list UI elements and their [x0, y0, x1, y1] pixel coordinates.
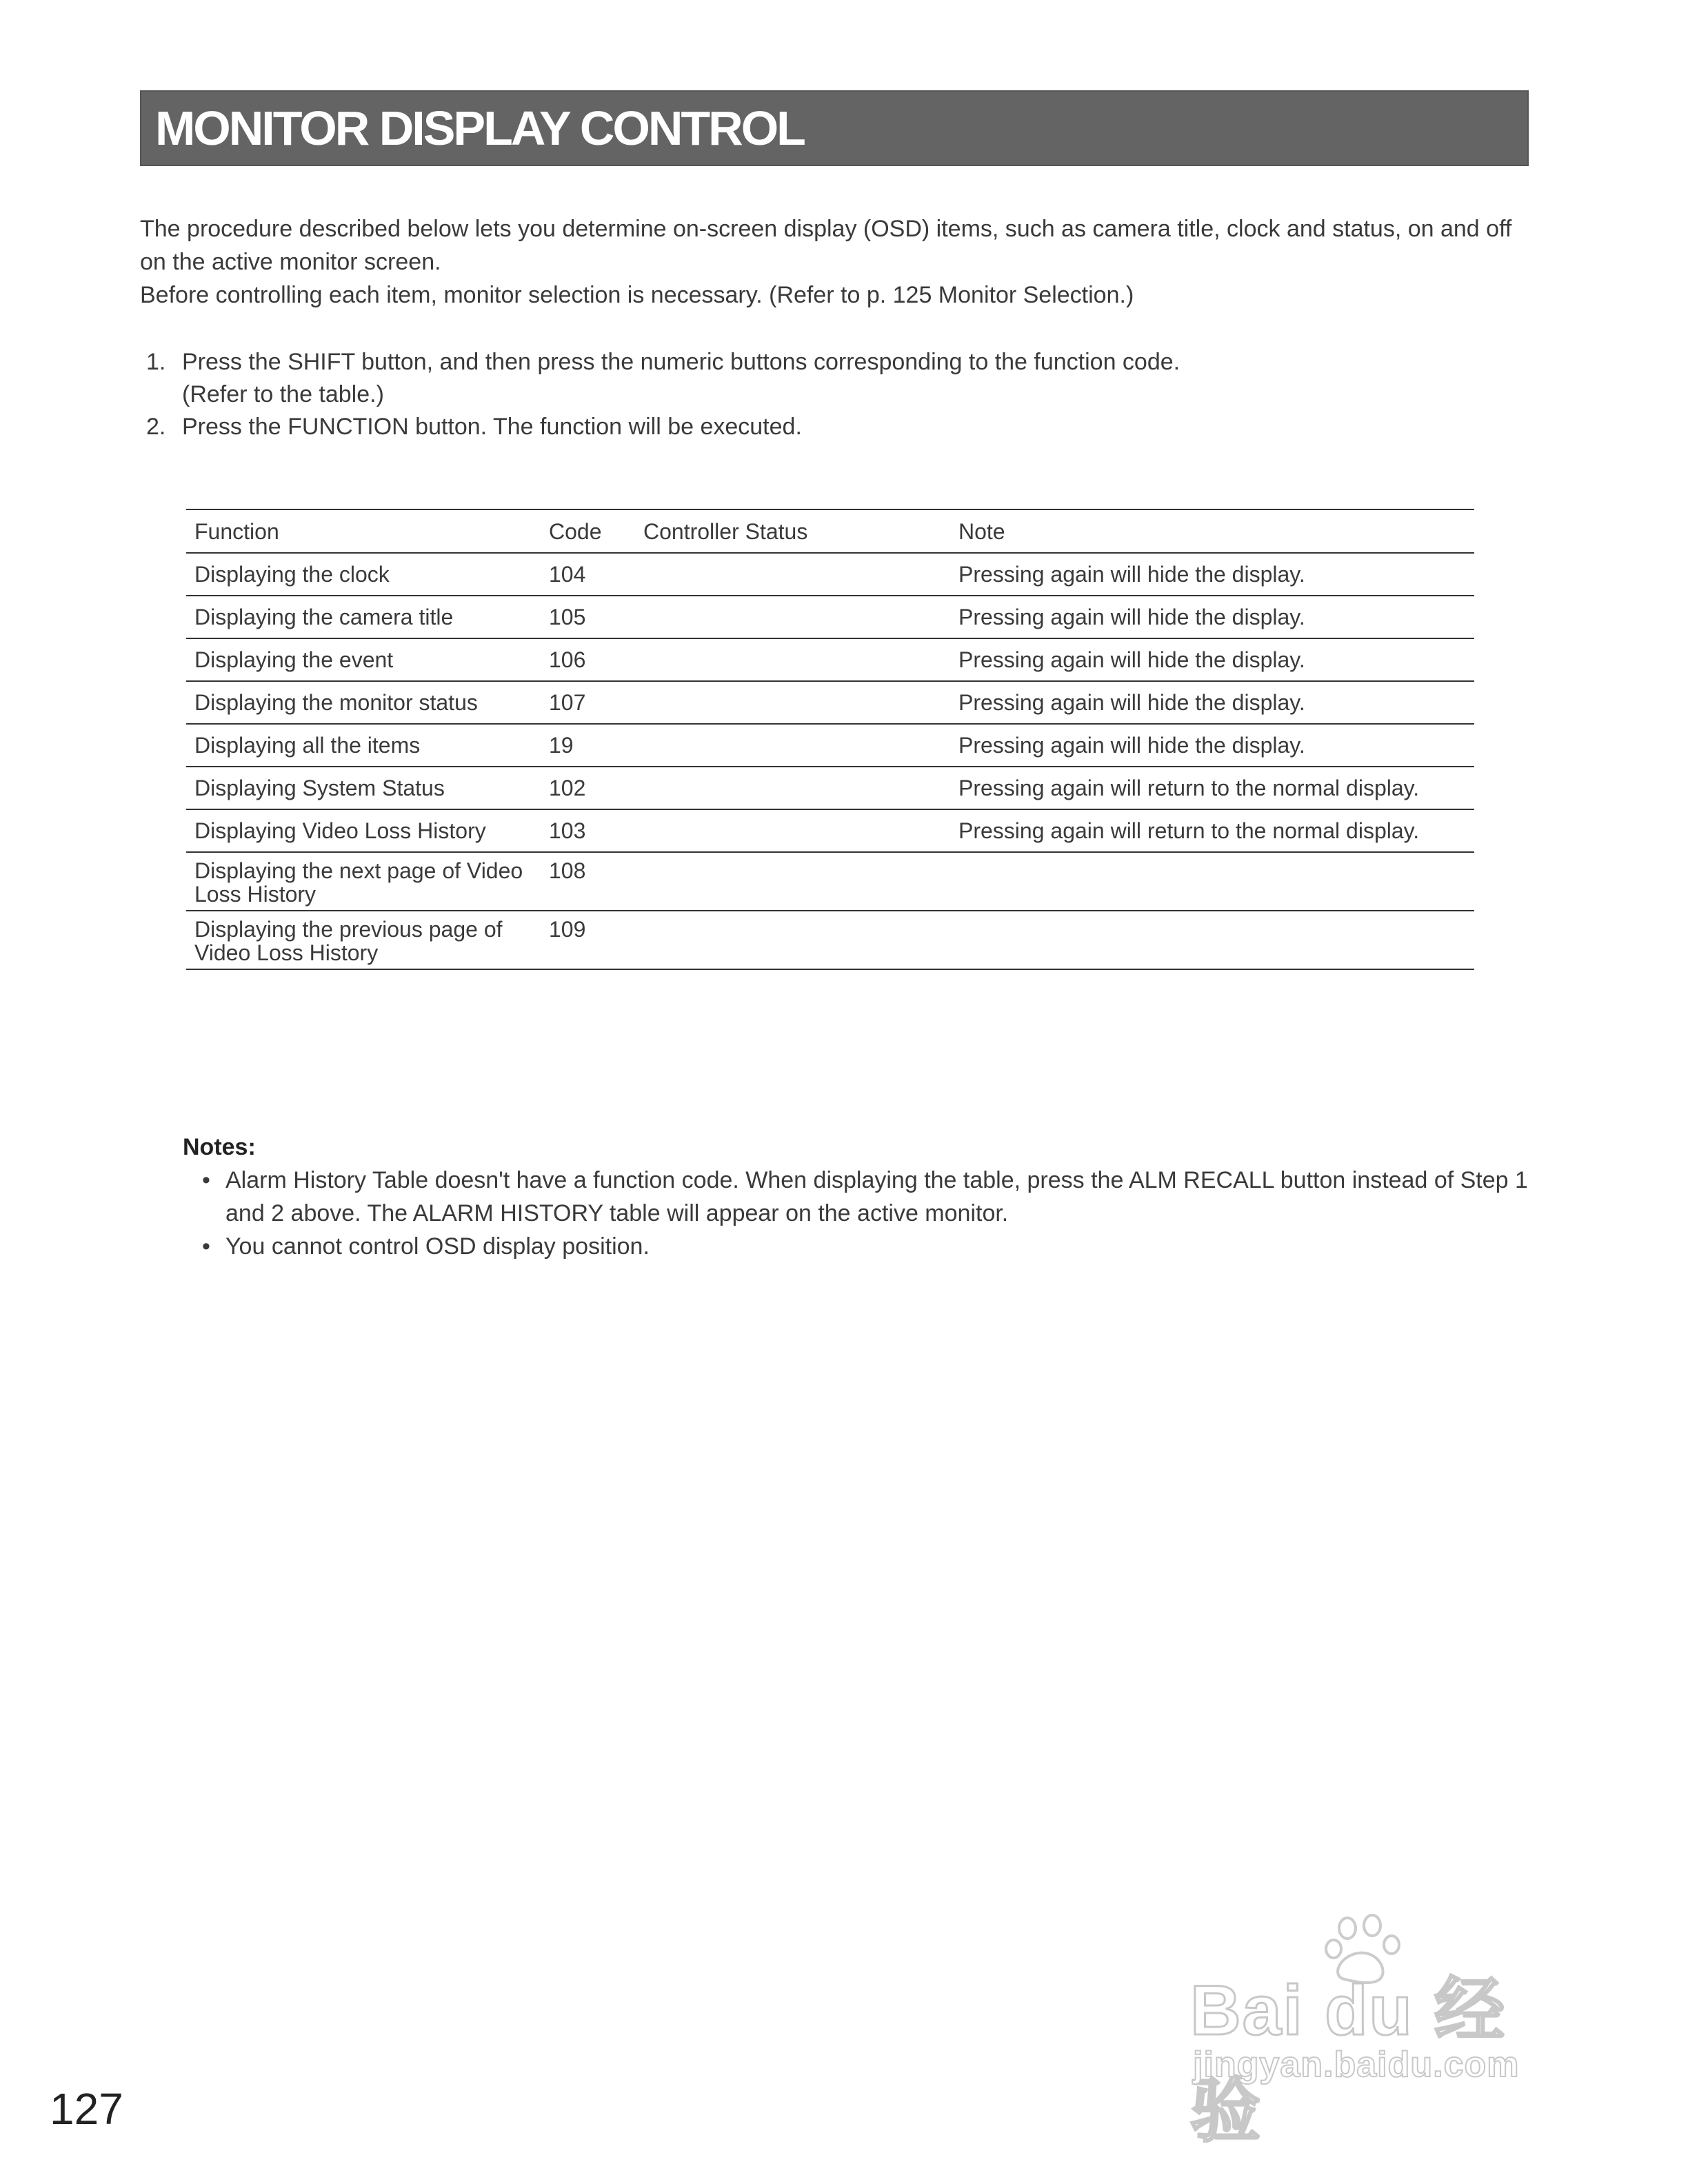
- table-row: [186, 911, 1474, 969]
- step-line: (Refer to the table.): [182, 381, 384, 407]
- note-text: You cannot control OSD display position.: [225, 1233, 650, 1260]
- note-item: [183, 1230, 1541, 1263]
- status-cell: [635, 767, 950, 809]
- watermark-url: jingyan.baidu.com: [1193, 2045, 1520, 2085]
- header-controller-status: Controller Status: [635, 509, 950, 553]
- table-row: [186, 596, 1474, 638]
- notes-list: [183, 1164, 1541, 1263]
- status-cell: [635, 911, 950, 969]
- step-line: Press the FUNCTION button. The function will be executed.: [182, 414, 802, 440]
- table-row: [186, 553, 1474, 596]
- function-cell: Displaying the monitor status: [186, 681, 541, 724]
- table-row: [186, 681, 1474, 724]
- function-cell: Displaying System Status: [186, 767, 541, 809]
- bullet-icon: •: [202, 1233, 210, 1260]
- notes-section: [183, 1131, 1541, 1263]
- code-cell: 109: [541, 911, 635, 969]
- note-cell: [950, 911, 1474, 969]
- table-row: [186, 852, 1474, 911]
- code-cell: 106: [541, 638, 635, 681]
- function-cell: Displaying the camera title: [186, 596, 541, 638]
- step-text: [182, 411, 1491, 443]
- status-cell: [635, 638, 950, 681]
- function-cell: Displaying the clock: [186, 553, 541, 596]
- status-cell: [635, 809, 950, 852]
- function-cell: Displaying all the items: [186, 724, 541, 767]
- header-function: Function: [186, 509, 541, 553]
- note-cell: Pressing again will hide the display.: [950, 553, 1474, 596]
- status-cell: [635, 852, 950, 911]
- step-line: Press the SHIFT button, and then press the numeric buttons corresponding to the function code.: [182, 349, 1180, 375]
- procedure-steps: [146, 346, 1491, 443]
- page-number: 127: [50, 2084, 123, 2134]
- code-cell: 108: [541, 852, 635, 911]
- function-cell: Displaying the event: [186, 638, 541, 681]
- code-cell: 19: [541, 724, 635, 767]
- table-row: [186, 767, 1474, 809]
- status-cell: [635, 681, 950, 724]
- status-cell: [635, 553, 950, 596]
- function-cell: Displaying the next page of Video Loss History: [186, 852, 541, 911]
- table-row: [186, 809, 1474, 852]
- function-cell: Displaying Video Loss History: [186, 809, 541, 852]
- baidu-watermark: [1186, 1913, 1572, 2150]
- code-cell: 107: [541, 681, 635, 724]
- step-item: [146, 346, 1491, 411]
- step-item: [146, 411, 1491, 443]
- table-row: [186, 638, 1474, 681]
- table-header-row: [186, 509, 1474, 553]
- header-code: Code: [541, 509, 635, 553]
- status-cell: [635, 724, 950, 767]
- notes-heading: Notes:: [183, 1134, 256, 1160]
- note-cell: Pressing again will hide the display.: [950, 724, 1474, 767]
- step-number: 2.: [146, 414, 166, 440]
- bullet-icon: •: [202, 1167, 210, 1193]
- note-cell: Pressing again will hide the display.: [950, 638, 1474, 681]
- note-cell: Pressing again will return to the normal display.: [950, 767, 1474, 809]
- page-title: MONITOR DISPLAY CONTROL: [155, 101, 804, 155]
- watermark-brand: Bai du 经验: [1190, 1971, 1507, 2150]
- step-number: 1.: [146, 349, 166, 375]
- intro-paragraph: Before controlling each item, monitor selection is necessary. (Refer to p. 125 Monitor Selection.): [140, 282, 1134, 308]
- code-cell: 105: [541, 596, 635, 638]
- code-cell: 103: [541, 809, 635, 852]
- table-row: [186, 724, 1474, 767]
- note-cell: [950, 852, 1474, 911]
- code-cell: 102: [541, 767, 635, 809]
- intro-text: [140, 212, 1540, 312]
- header-note: Note: [950, 509, 1474, 553]
- status-cell: [635, 596, 950, 638]
- note-item: [183, 1164, 1541, 1230]
- step-text: [182, 346, 1491, 411]
- code-cell: 104: [541, 553, 635, 596]
- function-code-table: [186, 509, 1474, 970]
- note-cell: Pressing again will hide the display.: [950, 596, 1474, 638]
- note-cell: Pressing again will return to the normal display.: [950, 809, 1474, 852]
- section-title-bar: [140, 90, 1529, 166]
- intro-paragraph: The procedure described below lets you determine on-screen display (OSD) items, such as camera title, clock and status, on and off on the active monitor screen.: [140, 216, 1512, 275]
- function-cell: Displaying the previous page of Video Loss History: [186, 911, 541, 969]
- note-text: Alarm History Table doesn't have a function code. When displaying the table, press the ALM RECALL button instead of Step 1 and 2 above. The ALARM HISTORY table will appear on the active monitor.: [225, 1167, 1528, 1226]
- note-cell: Pressing again will hide the display.: [950, 681, 1474, 724]
